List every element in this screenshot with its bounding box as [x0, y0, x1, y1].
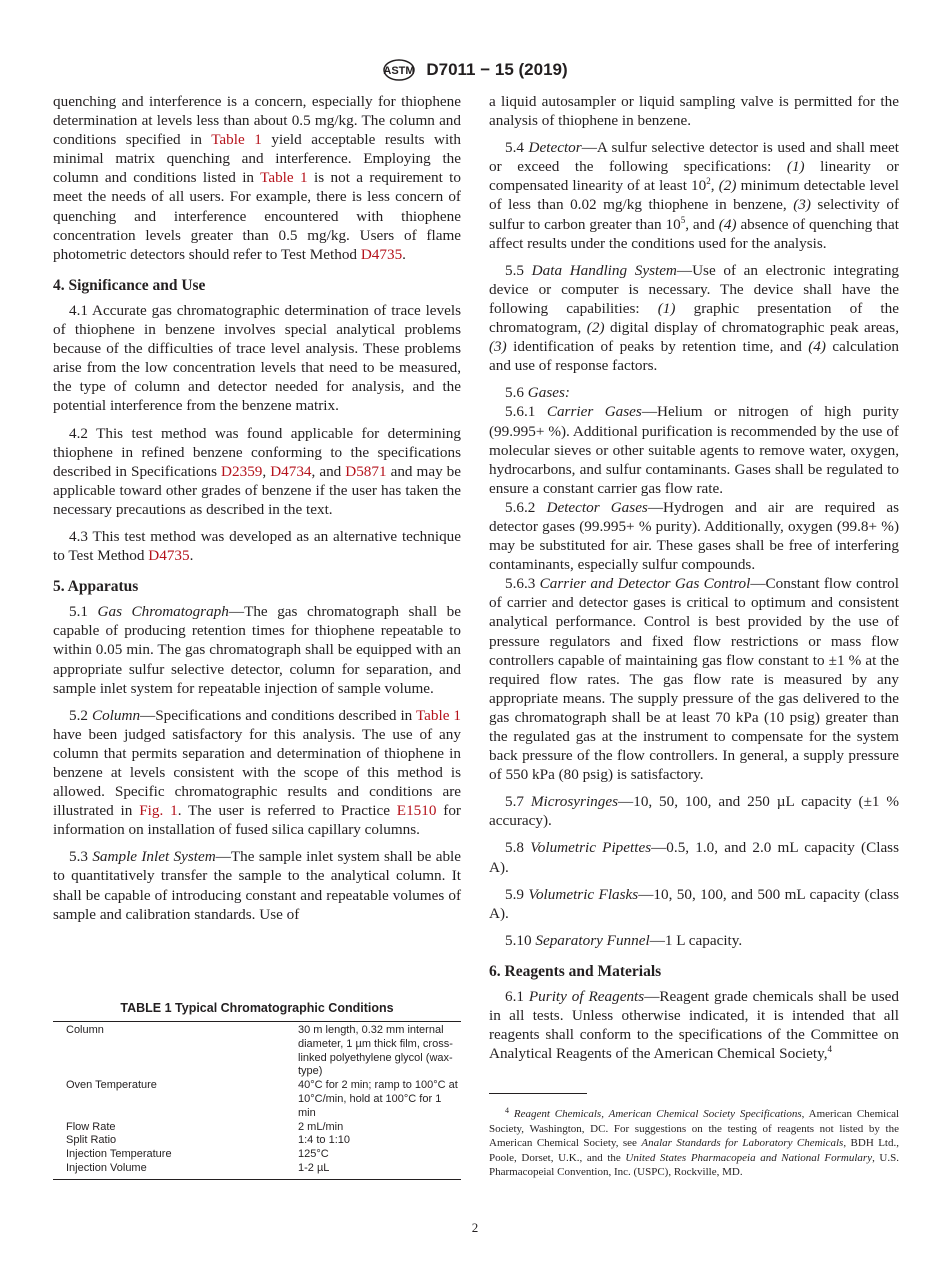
table-row: Injection Volume 1-2 µL — [66, 1161, 330, 1174]
table-1 — [53, 1001, 461, 1180]
paragraph-5-6-1: 5.6.1 Carrier Gases—Helium or nitrogen of high purity (99.995+ %). Additional purification is recommended by the use of molecular sieves or other suitable agents to remove water, oxygen, hydrocarbons, and sulfur contaminants. Gases shall be regulated to ensure a constant carrier gas flow rate. — [489, 403, 900, 497]
right-column — [489, 92, 899, 1071]
table-row: Column 30 m length, 0.32 mm internal diameter, 1 µm thick film, cross-linked polyethylene glycol (wax-type) — [66, 1024, 453, 1078]
paragraph-5-6-2: 5.6.2 Detector Gases—Hydrogen and air are required as detector gases (99.995+ % purity). Additionally, oxygen (99.8+ %) may be substituted for air. These gases shall be free of interfering contaminants, especially sulfur compounds. — [489, 498, 899, 574]
svg-text:ASTM: ASTM — [383, 65, 415, 77]
table-row: Flow Rate 2 mL/min — [66, 1120, 344, 1133]
paragraph-4-2: 4.2 This test method was found applicable for determining thiophene in refined benzene conforming to the specifications described in Specifications D2359, D4734, and D5871 and may be applicable toward other grades of benzene if the user has taken the necessary precautions as described in the text. — [53, 424, 461, 518]
footnote-rule — [489, 1093, 587, 1094]
table-row: Oven Temperature 40°C for 2 min; ramp to 100°C at 10°C/min, hold at 100°C for 1 min — [66, 1079, 458, 1119]
table-bottom-rule — [53, 1179, 461, 1180]
paragraph-5-1: 5.1 Gas Chromatograph—The gas chromatograph shall be capable of producing retention times for thiophene repeatable to within 0.05 min. The gas chromatograph shall be equipped with an appropriate sulfur selective detector, column for separation, and sample inlet system for repeatable injection of sample volume. — [53, 603, 462, 697]
left-column — [53, 92, 461, 932]
table-1-link[interactable]: Table 1 — [211, 131, 262, 149]
page-header — [0, 58, 950, 82]
table-1-link[interactable]: Table 1 — [260, 169, 308, 187]
table-row: Split Ratio 1:4 to 1:10 — [66, 1134, 350, 1147]
d4734-link[interactable]: D4734 — [270, 462, 312, 480]
page-number: 2 — [471, 1220, 479, 1235]
e1510-link[interactable]: E1510 — [396, 802, 437, 820]
paragraph-5-9: 5.9 Volumetric Flasks—10, 50, 100, and 500 mL capacity (class A). — [489, 885, 900, 922]
paragraph-5-3: 5.3 Sample Inlet System—The sample inlet system shall be able to quantitatively transfer the sample to the analytical column. It shall be capable of introducing constant and repeatable volumes of sample and calibration standards. Use of — [53, 848, 461, 923]
d2359-link[interactable]: D2359 — [221, 462, 263, 480]
paragraph-5-10: 5.10 Separatory Funnel—1 L capacity. — [505, 931, 743, 949]
astm-logo-icon — [382, 58, 416, 82]
d4735-link[interactable]: D4735 — [360, 245, 403, 263]
paragraph-6-1: 6.1 Purity of Reagents—Reagent grade chemicals shall be used in all tests. Unless otherwise indicated, it is intended that all reagents shall conform to the specifications of the Committee on Analytical Reagents of the American Chemical Society,$^4$ — [489, 988, 900, 1063]
d5871-link[interactable]: D5871 — [345, 462, 387, 480]
table-1-title: TABLE 1 Typical Chromatographic Conditions — [120, 1001, 394, 1015]
document-designation: D7011 − 15 (2019) — [426, 60, 568, 79]
table-row: Injection Temperature 125°C — [66, 1148, 329, 1161]
conditions-table — [53, 1022, 461, 1176]
footnote-4: $^4$ Reagent Chemicals, American Chemical Society Specifications, American Chemical Society, Washington, DC. For suggestions on the testing of reagents not listed by the American Chemical Society, see Analar Standards for Laboratory Chemicals, BDH Ltd., Poole, Dorset, U.K., and the United States Pharmacopeia and National Formulary, U.S. Pharmacopeial Convention, Inc. (USPC), Rockville, MD. — [489, 1106, 900, 1179]
paragraph-5-8: 5.8 Volumetric Pipettes—0.5, 1.0, and 2.0 mL capacity (Class A). — [489, 839, 900, 876]
footnote-4-ref[interactable]: 4 — [827, 1044, 833, 1055]
paragraph-4-3: 4.3 This test method was developed as an alternative technique to Test Method D4735. — [53, 527, 461, 565]
d4735-link[interactable]: D4735 — [148, 547, 190, 565]
section-4-heading: 4. Significance and Use — [53, 276, 206, 294]
paragraph-5-4: 5.4 Detector—A sulfur selective detector is used and shall meet or exceed the following specifications: (1) linearity or compensated linearity of at least $10^2$, (2) minimum detectable level of less than 0.02 mg/kg thiophene in benzene, (3) selectivity of sulfur to carbon greater than $10^5$, and (4) absence of quenching that affect results under the conditions used for the analysis. — [489, 139, 900, 252]
section-6-heading: 6. Reagents and Materials — [489, 962, 662, 980]
paragraph-5-5: 5.5 Data Handling System—Use of an electronic integrating device or computer is necessary. The device shall have the following capabilities: (1) graphic presentation of the chromatogram, (2) digital display of chromatographic peak areas, (3) identification of peaks by retention time, and (4) calculation and use of response factors. — [489, 261, 900, 375]
section-5-heading: 5. Apparatus — [53, 578, 139, 596]
paragraph-5-3-continued: a liquid autosampler or liquid sampling valve is permitted for the analysis of thiophene in benzene. — [489, 93, 899, 130]
paragraph-5-6-3: 5.6.3 Carrier and Detector Gas Control—Constant flow control of carrier and detector gases is critical to optimum and consistent analytical performance. Control is best provided by the use of pressure regulators and fixed flow restrictions or mass flow controllers capable of maintaining gas flow constant to ±1 % at the required flow rates. The gas flow rate is measured by any appropriate means. The supply pressure of the gas delivered to the gas chromatograph shall be at least 70 kPa (10 psig) greater than the regulated gas at the instrument to compensate for the system back pressure of the flow controllers. In general, a supply pressure of 550 kPa (80 psig) is satisfactory. — [489, 575, 899, 784]
intro-paragraph: quenching and interference is a concern, especially for thiophene determination at levels less than about 0.5 mg/kg. The column and conditions specified in Table 1 yield acceptable results with minimal matrix quenching and interference. Employing the column and conditions listed in Table 1 is not a requirement to meet the needs of all users. For example, there is less concern of quenching and interference encountered with thiophene concentration levels greater than 0.5 mg/kg. Users of flame photometric detectors should refer to Test Method D4735. — [53, 93, 461, 263]
paragraph-4-1: 4.1 Accurate gas chromatographic determination of trace levels of thiophene in benzene involves special analytical problems because of the difficulties of trace level analysis. These problems arise from the low concentration levels that need to be measured, the type of column and detector needed for analysis, and the potential interference from the benzene matrix. — [53, 301, 461, 415]
paragraph-5-7: 5.7 Microsyringes—10, 50, 100, and 250 µL capacity (±1 % accuracy). — [489, 793, 900, 830]
table-1-link[interactable]: Table 1 — [415, 706, 462, 724]
fig-1-link[interactable]: Fig. 1 — [139, 802, 178, 820]
paragraph-5-6: 5.6 Gases: — [505, 384, 570, 402]
paragraph-5-2: 5.2 Column—Specifications and conditions described in Table 1 have been judged satisfactory for this analysis. The use of any column that permits separation and determination of thiophene in benzene at levels consistent with the scope of this method is allowed. Specific chromatographic results and conditions are illustrated in Fig. 1. The user is referred to Practice E1510 for information on installation of fused silica capillary columns. — [53, 706, 462, 839]
